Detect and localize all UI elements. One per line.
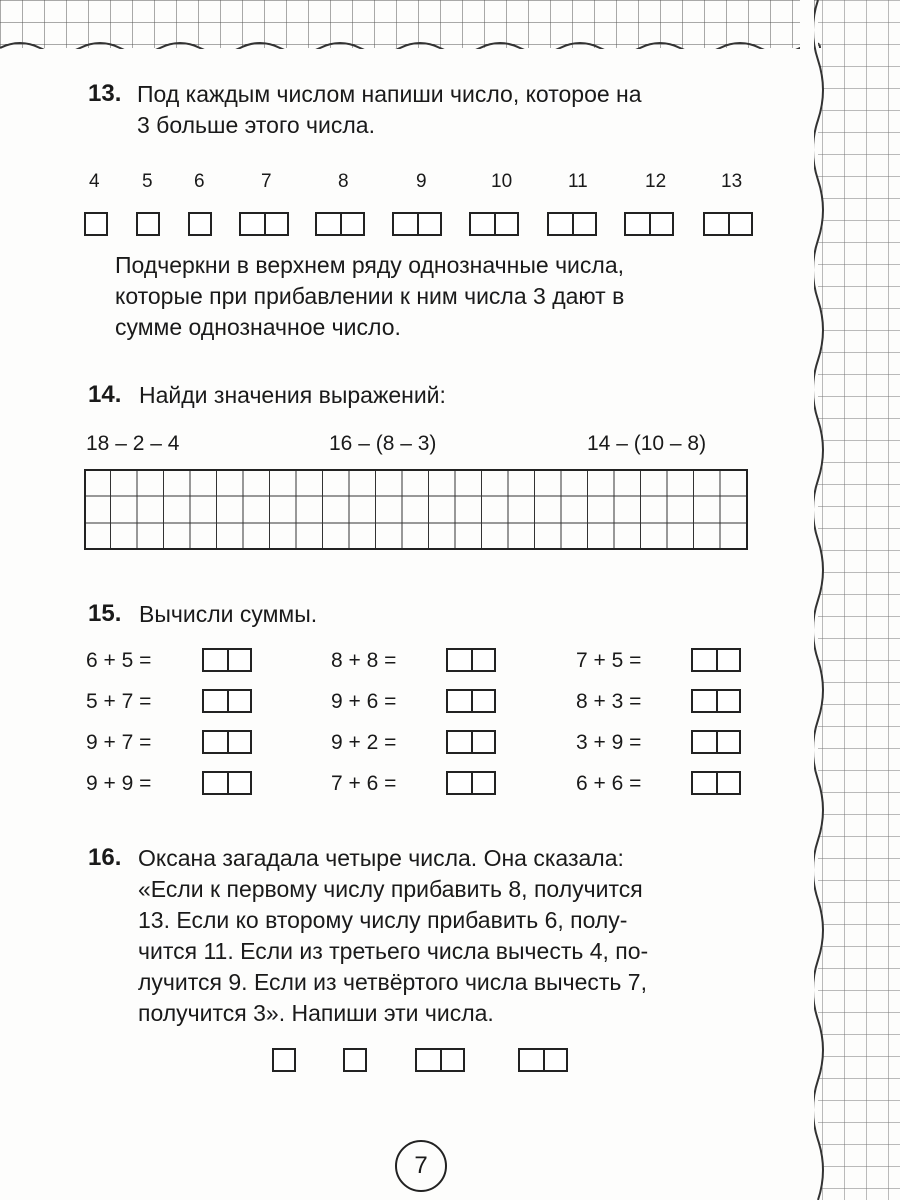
answer-box[interactable]: [136, 212, 160, 236]
answer-box-double[interactable]: [624, 212, 674, 236]
answer-box-double[interactable]: [469, 212, 519, 236]
answer-box-double[interactable]: [691, 771, 741, 795]
answer-box-double[interactable]: [392, 212, 442, 236]
answer-box[interactable]: [84, 212, 108, 236]
answer-box-double[interactable]: [518, 1048, 568, 1072]
task-13-number: 7: [261, 171, 272, 192]
task-14-number: 14.: [88, 381, 122, 408]
task-13-number: 13.: [88, 80, 122, 107]
answer-box-double[interactable]: [315, 212, 365, 236]
answer-box-double[interactable]: [415, 1048, 465, 1072]
answer-box-double[interactable]: [691, 648, 741, 672]
task-13-number: 5: [142, 171, 153, 192]
task-15-text: Вычисли суммы.: [139, 601, 318, 627]
answer-box-double[interactable]: [202, 648, 252, 672]
sum-expression: 7 + 5 =: [576, 649, 642, 672]
answer-box-double[interactable]: [691, 730, 741, 754]
sum-expression: 8 + 3 =: [576, 690, 642, 713]
task-13-text-line2: 3 больше этого числа.: [137, 112, 375, 138]
task-14-text: Найди значения выражений:: [139, 382, 446, 408]
task-16-line: чится 11. Если из третьего числа вычесть 4, по-: [138, 938, 649, 964]
sum-expression: 9 + 2 =: [331, 731, 397, 754]
answer-box-double[interactable]: [446, 730, 496, 754]
task-13-number: 12: [645, 171, 667, 192]
page-number: 7: [395, 1140, 447, 1192]
answer-box-double[interactable]: [547, 212, 597, 236]
task-13-number: 10: [491, 171, 513, 192]
answer-box[interactable]: [343, 1048, 367, 1072]
task-13-number: 11: [568, 171, 588, 192]
task-16-line: 13. Если ко второму числу прибавить 6, полу-: [138, 907, 628, 933]
expression: 14 – (10 – 8): [587, 432, 707, 455]
task-13-text-line1: Под каждым числом напиши число, которое на: [137, 81, 642, 107]
expression: 16 – (8 – 3): [329, 432, 437, 455]
answer-box-double[interactable]: [446, 648, 496, 672]
top-border-decoration: [0, 0, 900, 70]
task-13-note-line3: сумме однозначное число.: [115, 314, 401, 340]
sum-expression: 9 + 6 =: [331, 690, 397, 713]
task-13-number: 4: [89, 171, 100, 192]
task-13-number: 8: [338, 171, 349, 192]
answer-box-double[interactable]: [703, 212, 753, 236]
sum-expression: 9 + 9 =: [86, 772, 152, 795]
task-13-note-line2: которые при прибавлении к ним числа 3 дают в: [115, 283, 625, 309]
sum-expression: 9 + 7 =: [86, 731, 152, 754]
task-13-number: 13: [721, 171, 743, 192]
sum-expression: 6 + 6 =: [576, 772, 642, 795]
answer-box-double[interactable]: [202, 771, 252, 795]
answer-box-double[interactable]: [446, 771, 496, 795]
task-16-line: «Если к первому числу прибавить 8, получится: [138, 876, 643, 902]
sum-expression: 7 + 6 =: [331, 772, 397, 795]
right-border-decoration: [800, 0, 900, 1200]
sum-expression: 6 + 5 =: [86, 649, 152, 672]
task-16-line: получится 3». Напиши эти числа.: [138, 1000, 494, 1026]
answer-box-double[interactable]: [202, 689, 252, 713]
task-16-line: лучится 9. Если из четвёртого числа вычесть 7,: [138, 969, 647, 995]
task-15-number: 15.: [88, 600, 122, 627]
expression: 18 – 2 – 4: [86, 432, 180, 455]
task-13-number: 6: [194, 171, 205, 192]
answer-box-double[interactable]: [446, 689, 496, 713]
task-16-line: Оксана загадала четыре числа. Она сказала:: [138, 845, 624, 871]
task-13-number: 9: [416, 171, 427, 192]
sum-expression: 5 + 7 =: [86, 690, 152, 713]
answer-box-double[interactable]: [691, 689, 741, 713]
answer-box[interactable]: [188, 212, 212, 236]
answer-box-double[interactable]: [202, 730, 252, 754]
task-13-note-line1: Подчеркни в верхнем ряду однозначные числа,: [115, 252, 624, 278]
answer-box-double[interactable]: [239, 212, 289, 236]
answer-box[interactable]: [272, 1048, 296, 1072]
task-14-grid[interactable]: [84, 469, 748, 550]
sum-expression: 3 + 9 =: [576, 731, 642, 754]
task-16-number: 16.: [88, 844, 122, 871]
sum-expression: 8 + 8 =: [331, 649, 397, 672]
